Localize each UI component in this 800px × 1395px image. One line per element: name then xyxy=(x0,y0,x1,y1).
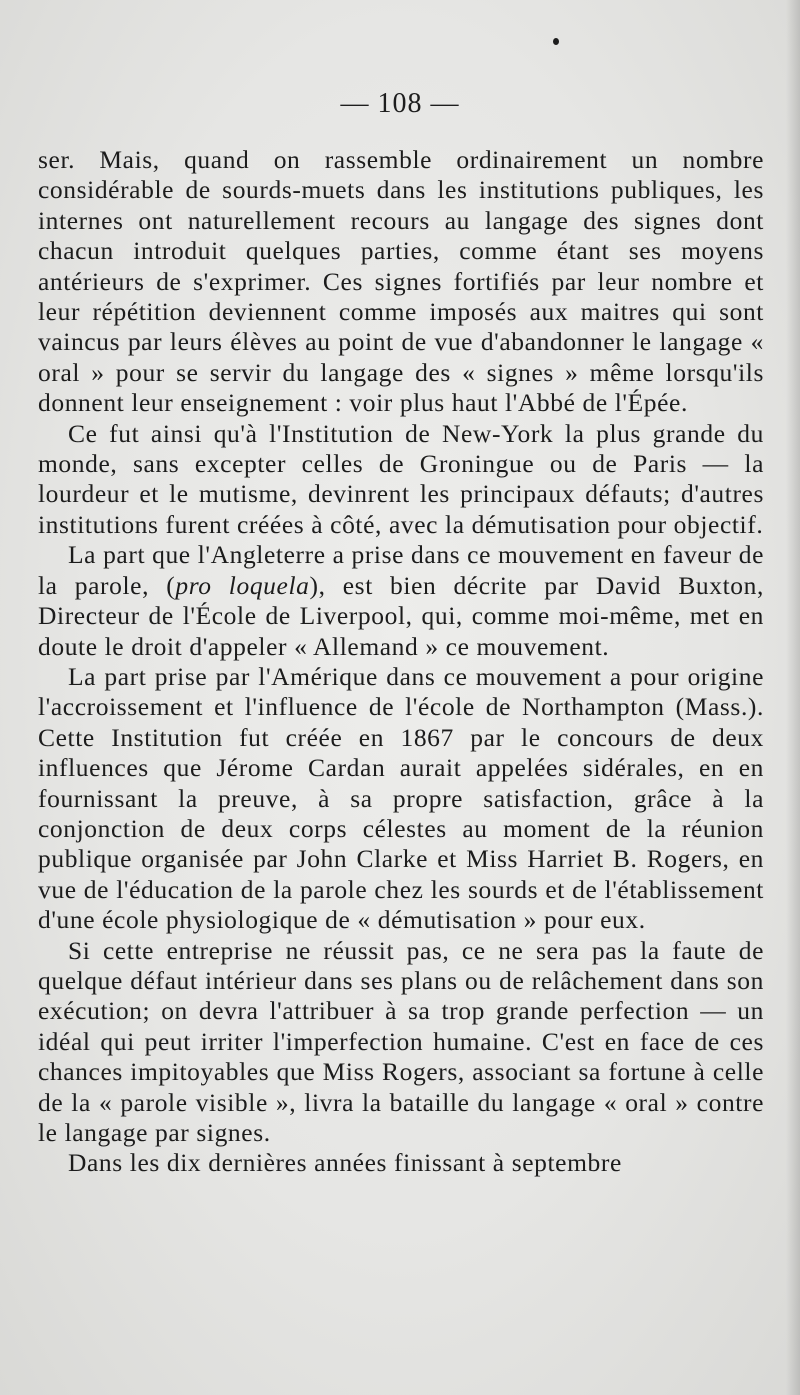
paragraph-4 xyxy=(38,662,764,936)
paragraph-2-text: Ce fut ainsi qu'à l'Institution de New-York la plus grande du monde, sans excepter celles de Groningue ou de Paris — la lourdeur et le mutisme, devinrent les principaux défauts; d'autres institutions furent créées à côté, avec la démutisation pour objectif. xyxy=(38,418,764,539)
paragraph-1-text: ser. Mais, quand on rassemble ordinairement un nombre considérable de sourds-muets dans les institutions publiques, les internes ont naturellement recours au langage des signes dont chacun introduit quelques parties, comme étant ses moyens antérieurs de s'exprimer. Ces signes fortifiés par leur nombre et leur répétition deviennent comme imposés aux maitres qui sont vaincus par leurs élèves au point de vue d'abandonner le langage « oral » pour se servir du langage des « signes » même lorsqu'ils donnent leur enseignement : voir plus haut l'Abbé de l'Épée. xyxy=(38,145,764,418)
paragraph-3 xyxy=(38,540,764,662)
page-edge-shadow xyxy=(786,0,800,1395)
paragraph-6-text: Dans les dix dernières années finissant à septembre xyxy=(68,1148,622,1178)
paragraph-4-text: La part prise par l'Amérique dans ce mouvement a pour origine l'accroissement et l'influence de l'école de Northampton (Mass.). Cette Institution fut créée en 1867 par le concours de deux influences que Jérome Cardan aurait appelées sidérales, en en fournissant la preuve, à sa propre satisfaction, grâce à la conjonction de deux corps célestes au moment de la réunion publique organisée par John Clarke et Miss Harriet B. Rogers, en vue de l'éducation de la parole chez les sourds et de l'établissement d'une école physiologique de « démutisation » pour eux. xyxy=(38,661,764,935)
page-number: — 108 — xyxy=(340,88,460,119)
paragraph-3-text-b: ), est bien décrite par David Buxton, Directeur de l'École de Liverpool, qui, comme moi-même, met en doute le droit d'appeler « Allemand » ce mouvement. xyxy=(38,570,764,661)
paragraph-5-text: Si cette entreprise ne réussit pas, ce ne sera pas la faute de quelque défaut intérieur dans ses plans ou de relâchement dans son exécution; on devra l'attribuer à sa trop grande perfection — un idéal qui peut irriter l'imperfection humaine. C'est en face de ces chances impitoyables que Miss Rogers, associant sa fortune à celle de la « parole visible », livra la bataille du langage « oral » contre le langage par signes. xyxy=(38,935,764,1147)
body-text xyxy=(38,145,764,1179)
latin-phrase: pro loquela xyxy=(175,570,310,600)
paragraph-1 xyxy=(38,145,764,419)
paragraph-2 xyxy=(38,419,764,541)
paragraph-3-text-a: La part que l'Angleterre a prise dans ce mouvement en faveur de la parole, ( xyxy=(38,540,764,600)
paragraph-6 xyxy=(38,1148,764,1178)
paragraph-5 xyxy=(38,936,764,1149)
ink-speck xyxy=(553,38,559,45)
